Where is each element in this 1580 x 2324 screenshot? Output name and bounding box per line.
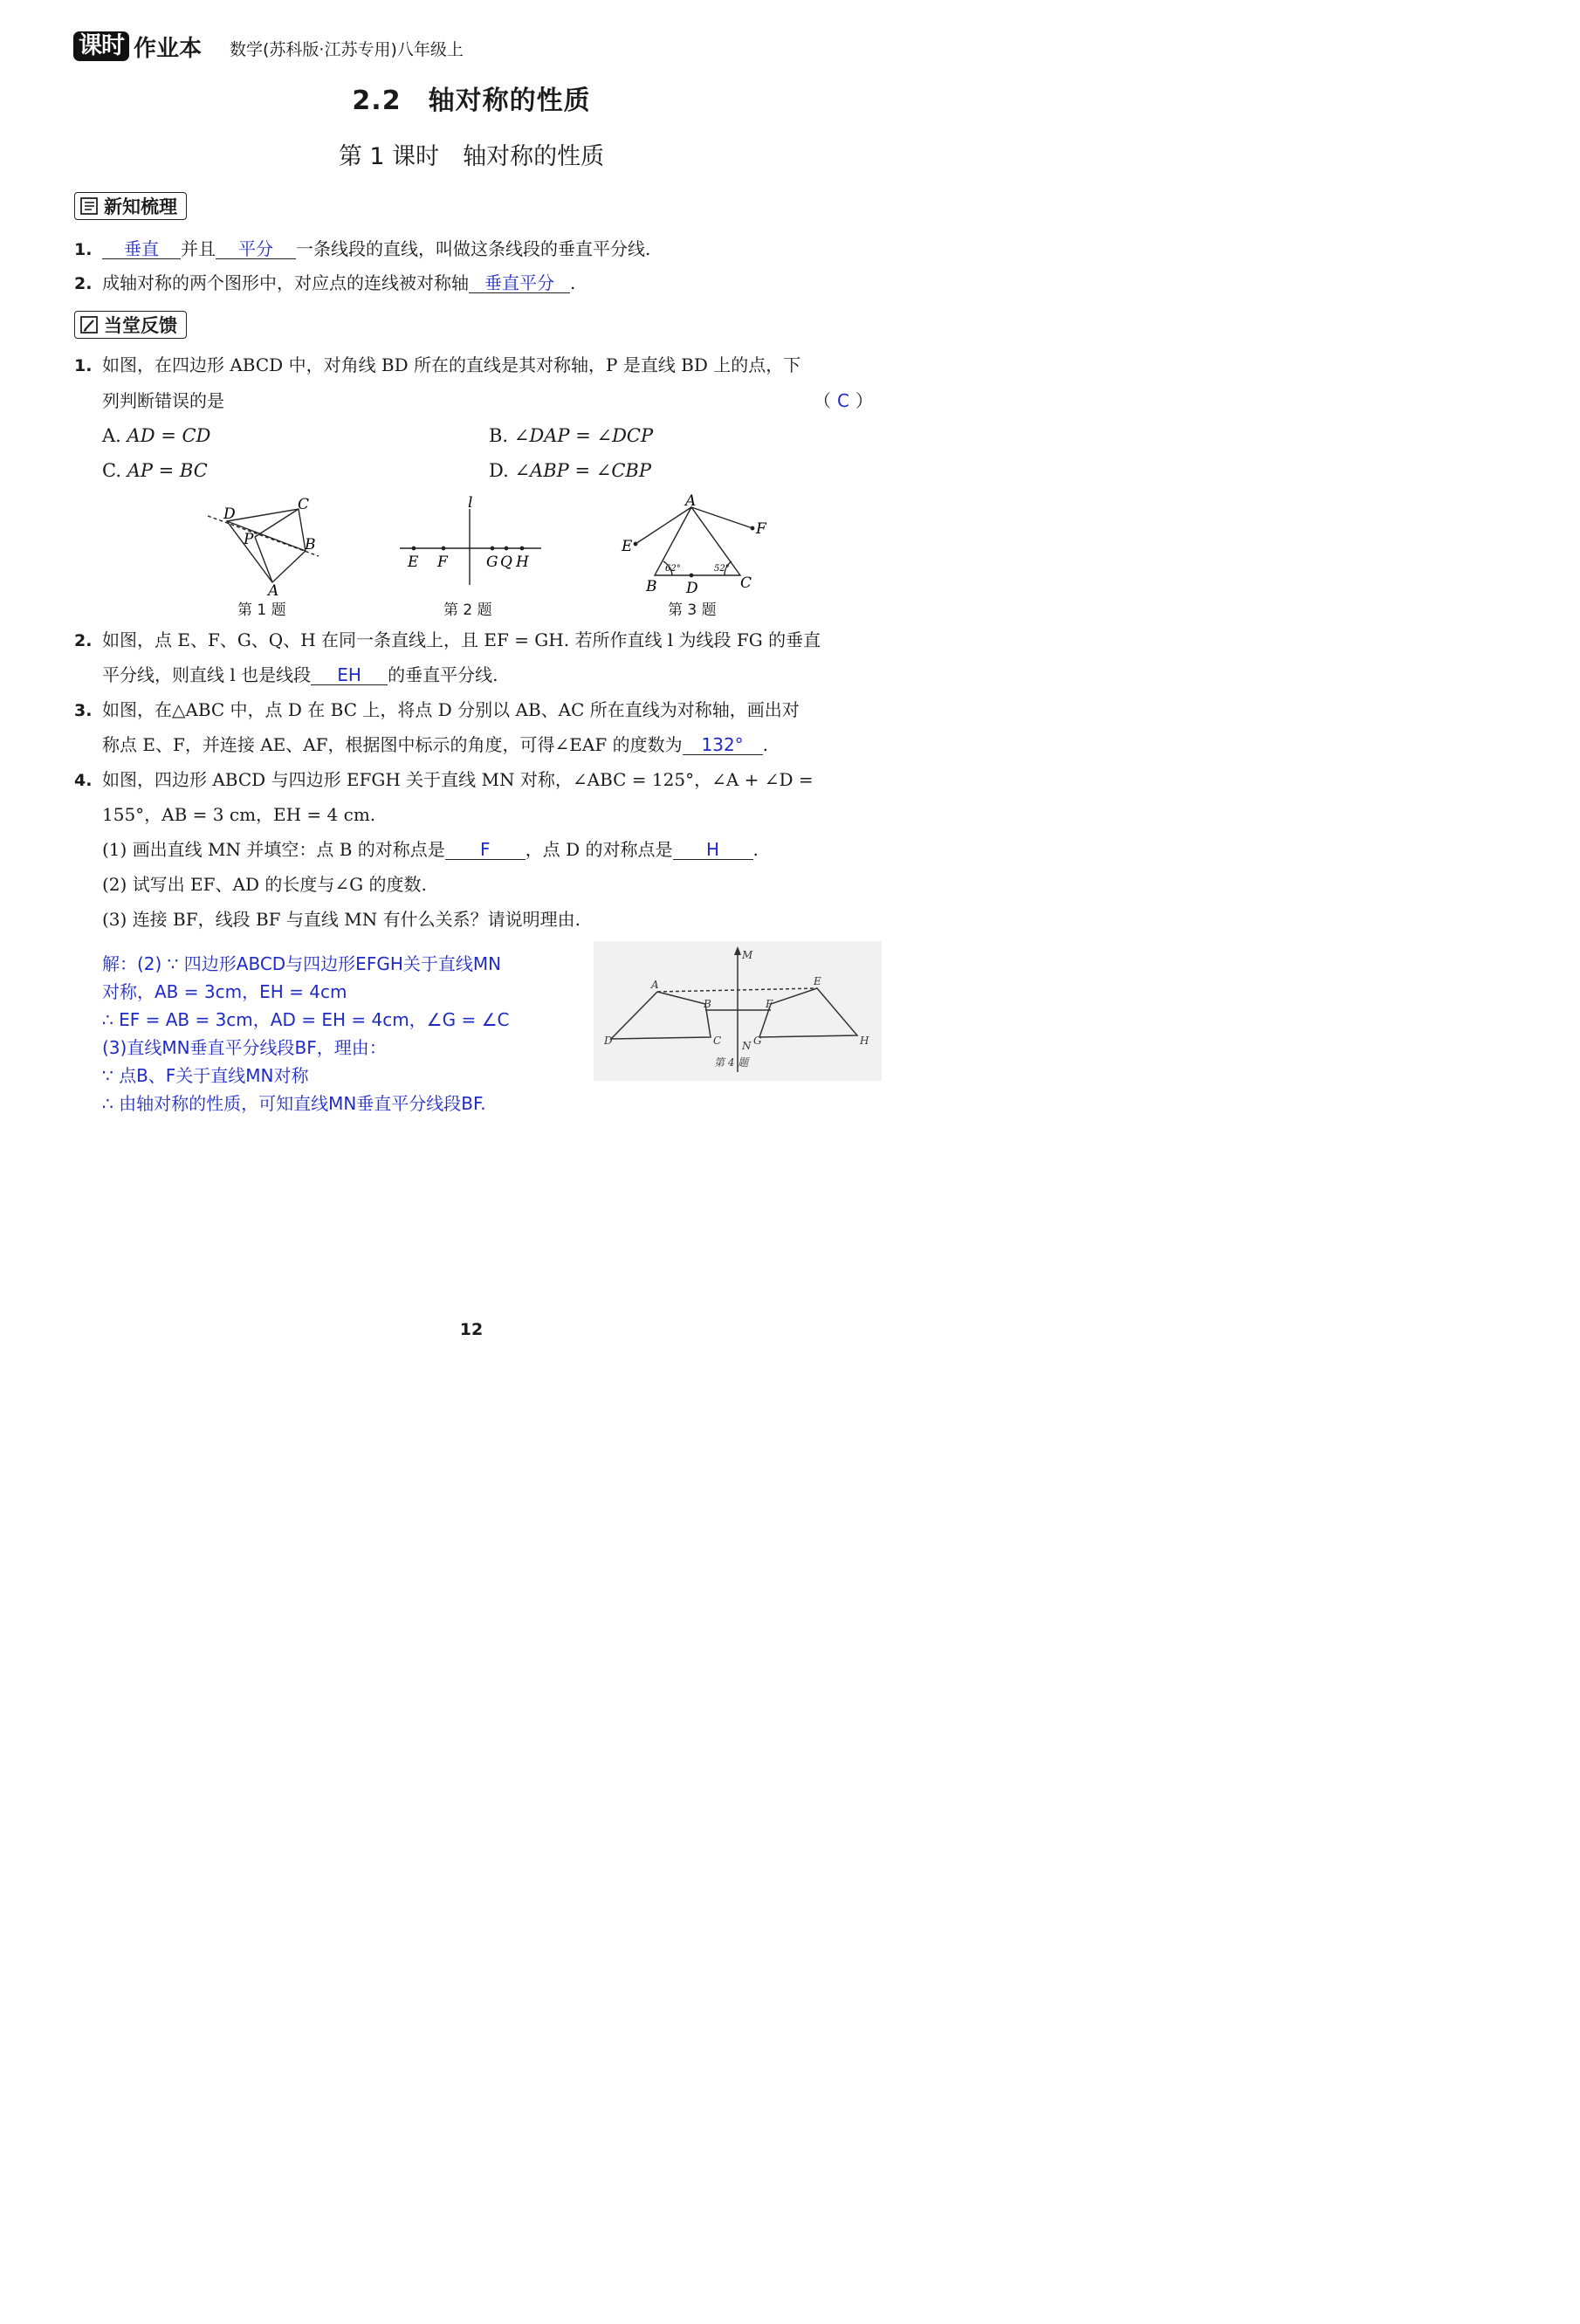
q3-line2: 称点 E、F，并连接 AE、AF，根据图中标示的角度，可得∠EAF 的度数为 132° . bbox=[102, 734, 768, 755]
solution-line: ∴ 由轴对称的性质，可知直线MN垂直平分线段BF. bbox=[102, 1093, 486, 1114]
q1-option-d: D. ∠ABP = ∠CBP bbox=[489, 460, 651, 481]
figure-4-caption: 第 4 题 bbox=[714, 1056, 749, 1069]
point-label: Q bbox=[500, 553, 512, 571]
point-label: A bbox=[651, 979, 659, 991]
point-label: F bbox=[756, 520, 766, 538]
q1-option-c: C. AP = BC bbox=[102, 460, 208, 481]
q3-line1: 3. 如图，在△ABC 中，点 D 在 BC 上，将点 D 分别以 AB、AC 所在直线为对称轴，画出对 bbox=[74, 699, 800, 720]
solution-line: 对称，AB = 3cm，EH = 4cm bbox=[102, 981, 347, 1002]
answer-blank: 垂直 bbox=[102, 239, 181, 259]
angle-label: 62° bbox=[665, 564, 681, 574]
point-label: H bbox=[860, 1035, 869, 1047]
solution-line: ∴ EF = AB = 3cm，AD = EH = 4cm，∠G = ∠C bbox=[102, 1009, 510, 1030]
point-label: N bbox=[742, 1040, 752, 1052]
q4-line2: 155°，AB = 3 cm，EH = 4 cm. bbox=[102, 804, 376, 825]
q4-sub1: (1) 画出直线 MN 并填空：点 B 的对称点是 F ，点 D 的对称点是 H . bbox=[102, 839, 759, 860]
section-title: 2.2 轴对称的性质 bbox=[352, 86, 591, 116]
q2-line1: 2. 如图，点 E、F、G、Q、H 在同一条直线上，且 EF = GH. 若所作直线 l 为线段 FG 的垂直 bbox=[74, 629, 821, 650]
figure-1-caption: 第 1 题 bbox=[237, 602, 286, 619]
logo-text: 作业本 bbox=[134, 35, 203, 62]
answer-choice: C bbox=[837, 390, 849, 411]
q1-line2: 列判断错误的是 bbox=[102, 390, 224, 411]
solution-line: ∵ 点B、F关于直线MN对称 bbox=[102, 1065, 309, 1086]
point-label: F bbox=[766, 998, 773, 1010]
figure-3 bbox=[611, 492, 786, 596]
solution-line: (3)直线MN垂直平分线段BF，理由： bbox=[102, 1037, 387, 1058]
tag-new-knowledge bbox=[74, 192, 187, 220]
point-label: D bbox=[223, 505, 236, 523]
solution-line: 解：(2) ∵ 四边形ABCD与四边形EFGH关于直线MN bbox=[102, 953, 502, 974]
point-label: E bbox=[408, 553, 419, 571]
line-label: l bbox=[468, 494, 473, 512]
figure-3-caption: 第 3 题 bbox=[668, 602, 717, 619]
tag-label: 当堂反馈 bbox=[104, 315, 177, 336]
point-label: H bbox=[516, 553, 529, 571]
page-number: 12 bbox=[459, 1320, 484, 1339]
point-label: E bbox=[814, 975, 821, 987]
point-label: G bbox=[486, 553, 498, 571]
answer-blank: 平分 bbox=[216, 239, 296, 259]
point-label: B bbox=[305, 536, 316, 553]
q2-line2: 平分线，则直线 l 也是线段 EH 的垂直平分线. bbox=[102, 664, 498, 685]
point-label: D bbox=[686, 580, 698, 596]
point-label: E bbox=[622, 538, 633, 555]
tag-label: 新知梳理 bbox=[104, 196, 177, 217]
answer-blank: F bbox=[445, 840, 526, 860]
answer-blank: H bbox=[673, 840, 753, 860]
q1-option-b: B. ∠DAP = ∠DCP bbox=[489, 425, 654, 446]
figure-2-caption: 第 2 题 bbox=[443, 602, 492, 619]
subject-line: 数学(苏科版·江苏专用)八年级上 bbox=[230, 40, 464, 59]
point-label: B bbox=[646, 578, 657, 595]
logo-box: 课时 bbox=[73, 31, 129, 61]
angle-label: 52° bbox=[714, 564, 730, 574]
point-label: C bbox=[713, 1035, 722, 1047]
point-label: B bbox=[704, 998, 711, 1010]
q1-option-a: A. AD = CD bbox=[102, 425, 211, 446]
q4-sub2: (2) 试写出 EF、AD 的长度与∠G 的度数. bbox=[102, 874, 427, 895]
point-label: C bbox=[740, 574, 752, 592]
tag-feedback bbox=[74, 311, 187, 339]
point-label: M bbox=[742, 949, 753, 961]
answer-blank: 垂直平分 bbox=[469, 273, 570, 293]
q1-answer: （ C ） bbox=[814, 390, 873, 411]
point-label: C bbox=[298, 496, 310, 513]
q4-line1: 4. 如图，四边形 ABCD 与四边形 EFGH 关于直线 MN 对称，∠ABC = 125°，∠A + ∠D = bbox=[74, 769, 814, 790]
knowledge-1: 1. 垂直 并且 平分 一条线段的直线，叫做这条线段的垂直平分线. bbox=[74, 238, 651, 259]
brand-logo bbox=[73, 30, 202, 63]
q1-line1: 1. 如图，在四边形 ABCD 中，对角线 BD 所在的直线是其对称轴，P 是直线 BD 上的点，下 bbox=[74, 354, 801, 375]
figure-2 bbox=[393, 493, 550, 589]
pencil-icon bbox=[79, 315, 99, 334]
answer-blank: EH bbox=[311, 665, 388, 685]
answer-blank: 132° bbox=[683, 735, 763, 755]
point-label: G bbox=[753, 1035, 762, 1047]
figure-4 bbox=[594, 941, 882, 1081]
q4-sub3: (3) 连接 BF，线段 BF 与直线 MN 有什么关系？请说明理由. bbox=[102, 909, 580, 930]
lesson-title: 第 1 课时 轴对称的性质 bbox=[338, 143, 605, 170]
point-label: D bbox=[604, 1035, 613, 1047]
point-label: A bbox=[268, 582, 279, 600]
point-label: P bbox=[244, 531, 254, 548]
notebook-icon bbox=[79, 196, 99, 216]
knowledge-2: 2. 成轴对称的两个图形中，对应点的连线被对称轴 垂直平分 . bbox=[74, 272, 576, 293]
point-label: F bbox=[437, 553, 448, 571]
point-label: A bbox=[685, 492, 697, 510]
